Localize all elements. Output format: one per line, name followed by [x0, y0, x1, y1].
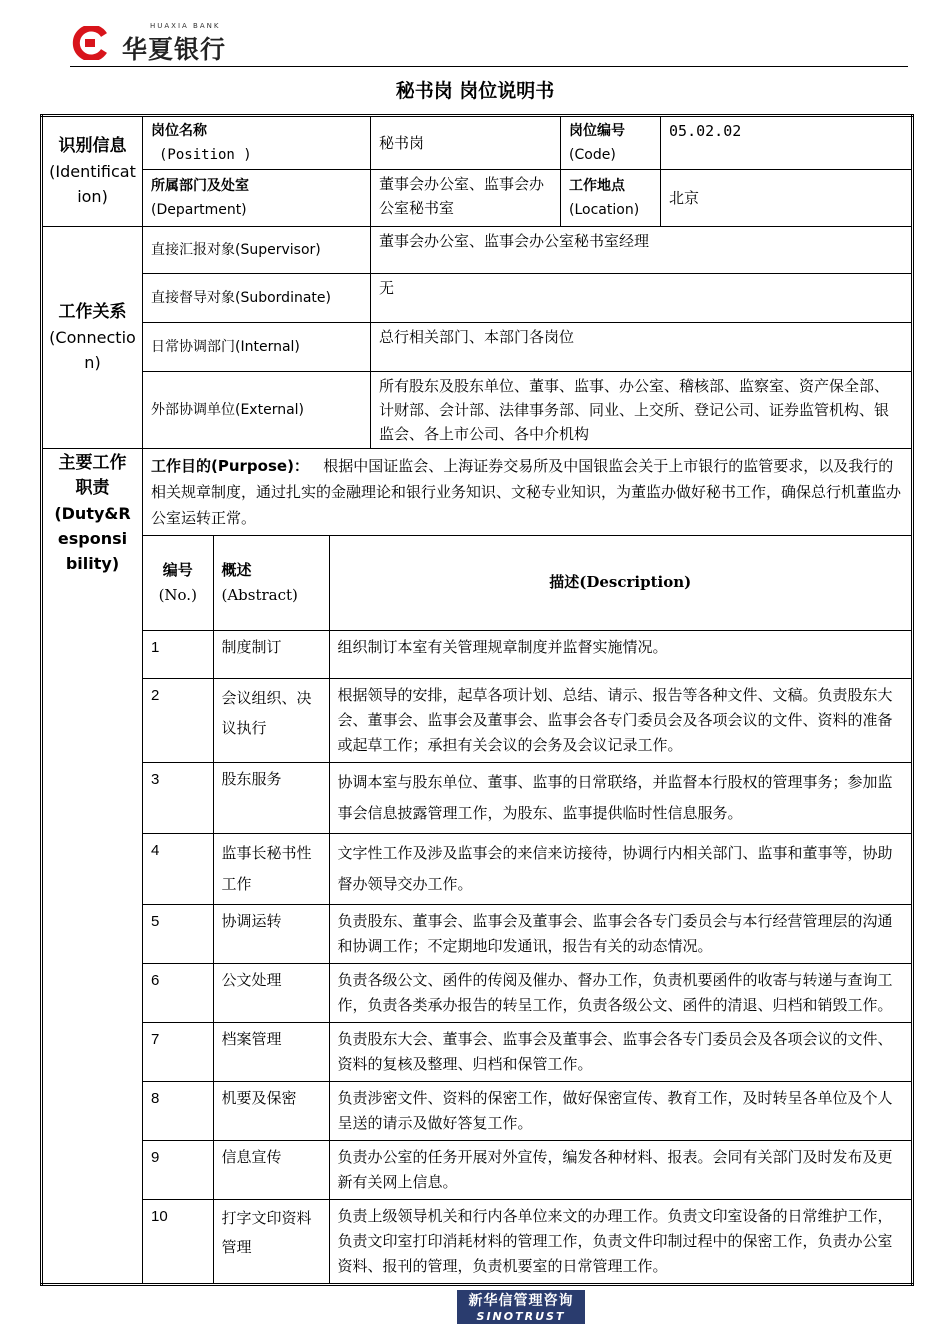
position-label-cn: 岗位名称	[151, 123, 207, 139]
department-value: 董事会办公室、监事会办公室秘书室	[371, 170, 561, 227]
table-row	[143, 1140, 911, 1199]
duty-description: 负责股东大会、董事会、监事会及董事会、监事会各专门委员会及各项会议的文件、资料的复核及整理、归档和保管工作。	[329, 1022, 911, 1081]
duty-description: 组织制订本室有关管理规章制度并监督实施情况。	[329, 630, 911, 678]
duty-no: 6	[143, 963, 213, 1022]
duty-abstract: 档案管理	[213, 1022, 329, 1081]
duties-cell	[143, 536, 913, 1285]
section-title: 识别信息	[58, 136, 127, 156]
column-header-abstract	[213, 536, 329, 630]
page-header	[70, 18, 908, 67]
duty-description: 根据领导的安排，起草各项计划、总结、请示、报告等各种文件、文稿。负责股东大会、董事会、监事会及董事会、监事会各专门委员会及各项会议的文件、资料的准备或起草工作；承担有关会议的会务及会议记录工作。	[329, 678, 911, 762]
column-abstract-en: (Abstract)	[221, 585, 298, 604]
duty-description: 负责涉密文件、资料的保密工作，做好保密宣传、教育工作，及时转呈各单位及个人呈送的请示及做好答复工作。	[329, 1081, 911, 1140]
section-identification	[42, 116, 143, 227]
huaxia-bank-logo-icon	[70, 26, 110, 60]
department-label-cn: 所属部门及处室	[151, 178, 249, 194]
table-row	[143, 678, 911, 762]
duty-description: 文字性工作及涉及监事会的来信来访接待，协调行内相关部门、监事和董事等，协助督办领导交办工作。	[329, 833, 911, 904]
sinotrust-logo	[457, 1290, 585, 1324]
position-value: 秘书岗	[371, 116, 561, 170]
duties-table	[143, 536, 911, 1283]
duty-no: 5	[143, 904, 213, 963]
position-label	[143, 116, 371, 170]
duty-no: 1	[143, 630, 213, 678]
relation-value: 总行相关部门、本部门各岗位	[371, 323, 913, 372]
duty-no: 9	[143, 1140, 213, 1199]
purpose-text: 根据中国证监会、上海证券交易所及中国银监会关于上市银行的监管要求，以及我行的相关规章制度，通过扎实的金融理论和银行业务知识、文秘专业知识，为董监办做好秘书工作，确保总行机董监办公室运转正常。	[151, 457, 902, 527]
column-no-cn: 编号	[162, 560, 193, 579]
relation-label: 直接汇报对象(Supervisor)	[143, 227, 371, 274]
relation-label: 直接督导对象(Subordinate)	[143, 274, 371, 323]
location-label	[561, 170, 661, 227]
department-label-en: (Department)	[151, 202, 247, 218]
duty-description: 协调本室与股东单位、董事、监事的日常联络，并监督本行股权的管理事务；参加监事会信息披露管理工作，为股东、监事提供临时性信息服务。	[329, 762, 911, 833]
table-row	[143, 963, 911, 1022]
duty-description: 负责股东、董事会、监事会及董事会、监事会各专门委员会与本行经营管理层的沟通和协调工作；不定期地印发通讯，报告有关的动态情况。	[329, 904, 911, 963]
department-label	[143, 170, 371, 227]
bank-name-en: HUAXIA BANK	[150, 22, 221, 30]
footer-logo-cn: 新华信管理咨询	[468, 1293, 574, 1309]
footer-logo-en: SINOTRUST	[476, 1310, 566, 1323]
code-label-cn: 岗位编号	[569, 123, 626, 139]
table-row	[143, 1081, 911, 1140]
duties-header-row	[143, 536, 911, 630]
duty-abstract: 会议组织、决议执行	[213, 678, 329, 762]
duty-no: 3	[143, 762, 213, 833]
code-value: 05.02.02	[661, 116, 913, 170]
code-label	[561, 116, 661, 170]
duty-abstract: 股东服务	[213, 762, 329, 833]
position-label-en: (Position )	[159, 147, 252, 163]
document-title: 秘书岗 岗位说明书	[395, 80, 555, 102]
table-row	[143, 904, 911, 963]
section-duties	[42, 449, 143, 1285]
relation-label: 外部协调单位(External)	[143, 372, 371, 449]
column-abstract-cn: 概述	[221, 560, 252, 579]
column-no-en: (No.)	[158, 585, 197, 604]
table-row	[143, 762, 911, 833]
section-relations	[42, 227, 143, 449]
section-title: 工作关系	[58, 302, 127, 322]
purpose-cell	[143, 449, 913, 536]
duty-abstract: 信息宣传	[213, 1140, 329, 1199]
duty-abstract: 打字文印资料管理	[213, 1199, 329, 1283]
duty-abstract: 机要及保密	[213, 1081, 329, 1140]
duty-no: 8	[143, 1081, 213, 1140]
column-header-description: 描述(Description)	[329, 536, 911, 630]
duty-no: 4	[143, 833, 213, 904]
table-row	[143, 1022, 911, 1081]
job-description-table	[40, 114, 914, 1286]
duty-description: 负责上级领导机关和行内各单位来文的办理工作。负责文印室设备的日常维护工作，负责文印室打印消耗材料的管理工作，负责文件印制过程中的保密工作，负责办公室资料、报刊的管理，负责机要室的日常管理工作。	[329, 1199, 911, 1283]
duty-abstract: 监事长秘书性工作	[213, 833, 329, 904]
duty-abstract: 公文处理	[213, 963, 329, 1022]
table-row	[143, 833, 911, 904]
relation-label: 日常协调部门(Internal)	[143, 323, 371, 372]
duty-no: 2	[143, 678, 213, 762]
section-subtitle: (Identification)	[49, 162, 136, 206]
relation-value: 无	[371, 274, 913, 323]
duty-no: 10	[143, 1199, 213, 1283]
duty-abstract: 协调运转	[213, 904, 329, 963]
location-label-cn: 工作地点	[569, 178, 626, 194]
bank-name-cn: 华夏银行	[122, 35, 227, 64]
duty-description: 负责各级公文、函件的传阅及催办、督办工作，负责机要函件的收寄与转递与查询工作，负责各类承办报告的转呈工作，负责各级公文、函件的清退、归档和销毁工作。	[329, 963, 911, 1022]
duty-no: 7	[143, 1022, 213, 1081]
relation-value: 董事会办公室、监事会办公室秘书室经理	[371, 227, 913, 274]
table-row	[143, 1199, 911, 1283]
table-row	[143, 630, 911, 678]
duty-description: 负责办公室的任务开展对外宣传，编发各种材料、报表。会同有关部门及时发布及更新有关网上信息。	[329, 1140, 911, 1199]
duty-abstract: 制度制订	[213, 630, 329, 678]
code-label-en: (Code)	[569, 147, 616, 163]
relation-value: 所有股东及股东单位、董事、监事、办公室、稽核部、监察室、资产保全部、计财部、会计部、法律事务部、同业、上交所、登记公司、证券监管机构、银监会、各上市公司、各中介机构	[371, 372, 913, 449]
section-subtitle: (Duty&Responsibility)	[54, 504, 131, 573]
column-header-no	[143, 536, 213, 630]
purpose-label: 工作目的(Purpose)：	[151, 457, 309, 475]
section-subtitle: (Connection)	[49, 328, 136, 372]
location-value: 北京	[661, 170, 913, 227]
location-label-en: (Location)	[569, 202, 640, 218]
section-title: 主要工作职责	[58, 453, 127, 498]
